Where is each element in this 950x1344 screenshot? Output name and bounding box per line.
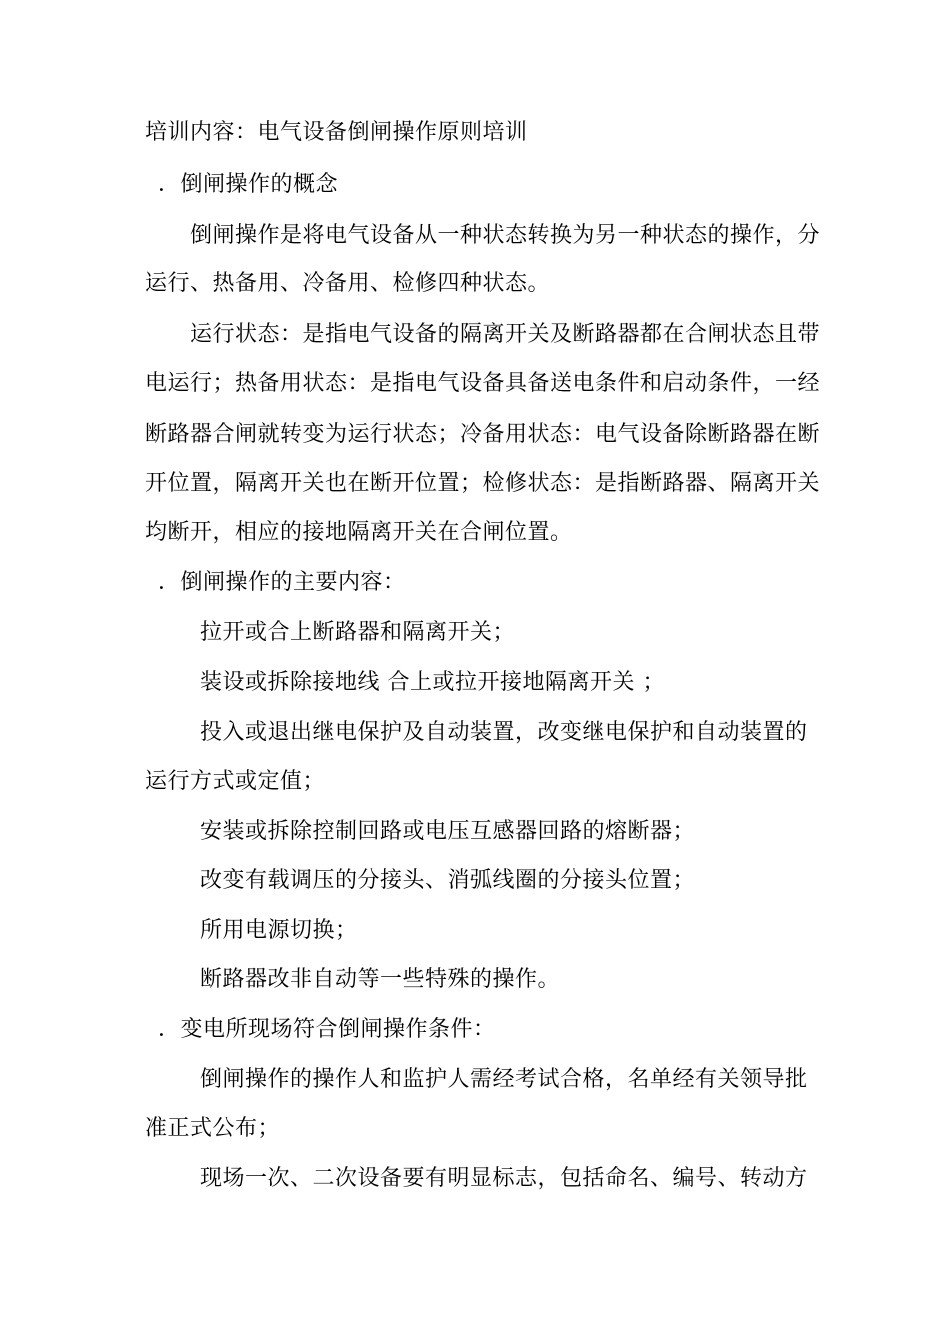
list-item: 装设或拆除接地线 合上或拉开接地隔离开关 ； [200,670,665,695]
paragraph-line: 运行状态：是指电气设备的隔离开关及断路器都在合闸状态且带 [190,322,821,347]
document-title-line: 培训内容：电气设备倒闸操作原则培训 [145,120,528,145]
paragraph-line: 断路器合闸就转变为运行状态；冷备用状态：电气设备除断路器在断 [145,422,821,447]
list-item: 安装或拆除控制回路或电压互感器回路的熔断器； [200,819,696,844]
paragraph-line: 倒闸操作是将电气设备从一种状态转换为另一种状态的操作，分 [190,223,821,248]
list-item-continuation: 准正式公布； [145,1116,281,1141]
list-item: 现场一次、二次设备要有明显标志，包括命名、编号、转动方 [200,1166,808,1191]
list-item: 倒闸操作的操作人和监护人需经考试合格，名单经有关领导批 [200,1067,808,1092]
list-item-continuation: 运行方式或定值； [145,769,326,794]
list-item: 拉开或合上断路器和隔离开关； [200,620,516,645]
section-3-heading: ．变电所现场符合倒闸操作条件： [158,1017,496,1042]
list-item: 所用电源切换； [200,918,358,943]
list-item: 投入或退出继电保护及自动装置，改变继电保护和自动装置的 [200,720,808,745]
section-2-heading: ．倒闸操作的主要内容： [158,570,406,595]
paragraph-line: 均断开，相应的接地隔离开关在合闸位置。 [145,520,573,545]
paragraph-line: 电运行；热备用状态：是指电气设备具备送电条件和启动条件，一经 [145,371,821,396]
section-1-heading: ．倒闸操作的概念 [158,172,339,197]
list-item: 断路器改非自动等一些特殊的操作。 [200,967,561,992]
paragraph-line: 运行、热备用、冷备用、检修四种状态。 [145,271,551,296]
paragraph-line: 开位置，隔离开关也在断开位置；检修状态：是指断路器、隔离开关 [145,471,821,496]
list-item: 改变有载调压的分接头、消弧线圈的分接头位置； [200,868,696,893]
